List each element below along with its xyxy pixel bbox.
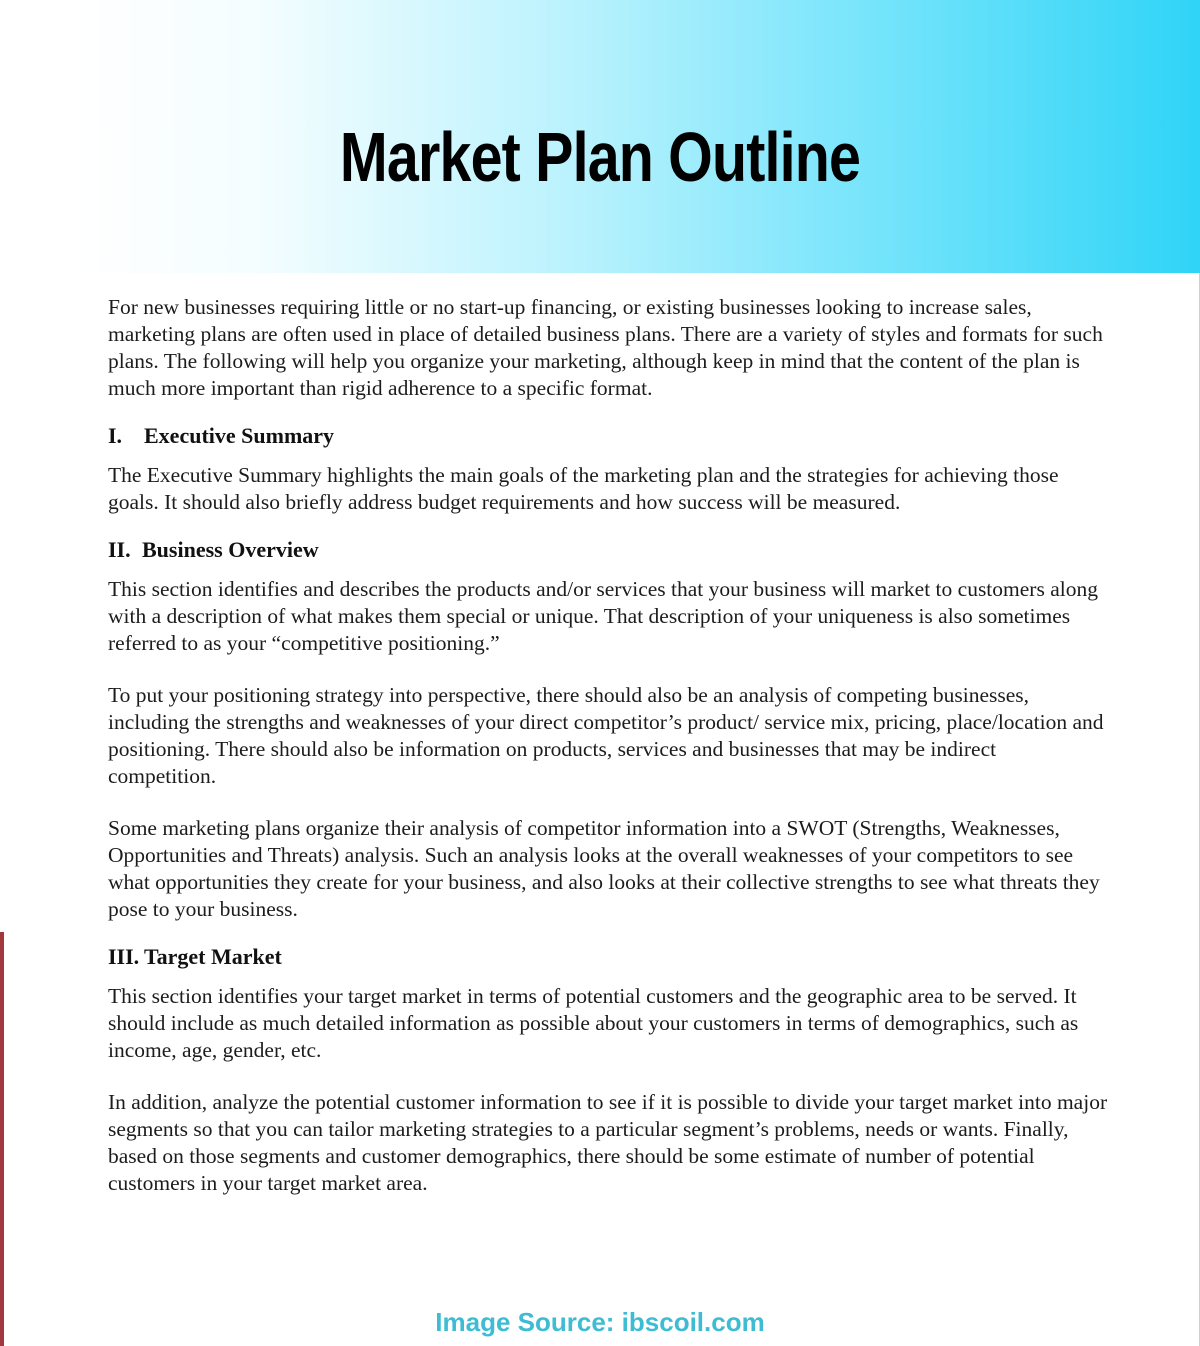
left-accent-bar xyxy=(0,932,4,1346)
business-overview-paragraph-1: This section identifies and describes the products and/or services that your business will market to customers along with a description of what makes them special or unique. That description of your uniqueness is also sometimes referred to as your “competitive positioning.” xyxy=(108,577,1098,655)
section-heading-executive-summary xyxy=(108,422,1108,450)
section-heading-target-market xyxy=(108,943,1108,971)
target-market-paragraph-1: This section identifies your target market in terms of potential customers and the geographic area to be served. It should include as much detailed information as possible about your customers in terms of demographics, such as income, age, gender, etc. xyxy=(108,984,1079,1062)
section-numeral: I. xyxy=(108,423,123,448)
section-title: Business Overview xyxy=(142,537,319,562)
image-source-credit: Image Source: ibscoil.com xyxy=(435,1307,765,1337)
target-market-paragraph-2: In addition, analyze the potential customer information to see if it is possible to divide your target market into major segments so that you can tailor marketing strategies to a particular segment’s problems, needs or wants. Finally, based on those segments and customer demographics, there should be some estimate of number of potential customers in your target market area. xyxy=(108,1090,1108,1195)
document-body xyxy=(108,294,1108,1197)
business-overview-paragraph-2: To put your positioning strategy into perspective, there should also be an analysis of competing businesses, including the strengths and weaknesses of your direct competitor’s product/ service mix, pricing, place/location and positioning. There should also be information on products, services and businesses that may be indirect competition. xyxy=(108,683,1104,788)
section-title: Executive Summary xyxy=(144,423,335,448)
executive-summary-paragraph: The Executive Summary highlights the main goals of the marketing plan and the strategies for achieving those goals. It should also briefly address budget requirements and how success will be measured. xyxy=(108,463,1059,514)
section-numeral: III. xyxy=(108,944,140,969)
section-heading-business-overview xyxy=(108,536,1108,564)
section-title: Target Market xyxy=(144,944,282,969)
document-title: Market Plan Outline xyxy=(339,118,861,196)
section-numeral: II. xyxy=(108,537,131,562)
business-overview-paragraph-3: Some marketing plans organize their analysis of competitor information into a SWOT (Strengths, Weaknesses, Opportunities and Threats) analysis. Such an analysis looks at the overall weaknesses of your competitors to see what opportunities they create for your business, and also looks at their collective strengths to see what threats they pose to your business. xyxy=(108,816,1100,921)
intro-paragraph: For new businesses requiring little or no start-up financing, or existing businesses looking to increase sales, marketing plans are often used in place of detailed business plans. There are a variety of styles and formats for such plans. The following will help you organize your marketing, although keep in mind that the content of the plan is much more important than rigid adherence to a specific format. xyxy=(108,295,1103,400)
